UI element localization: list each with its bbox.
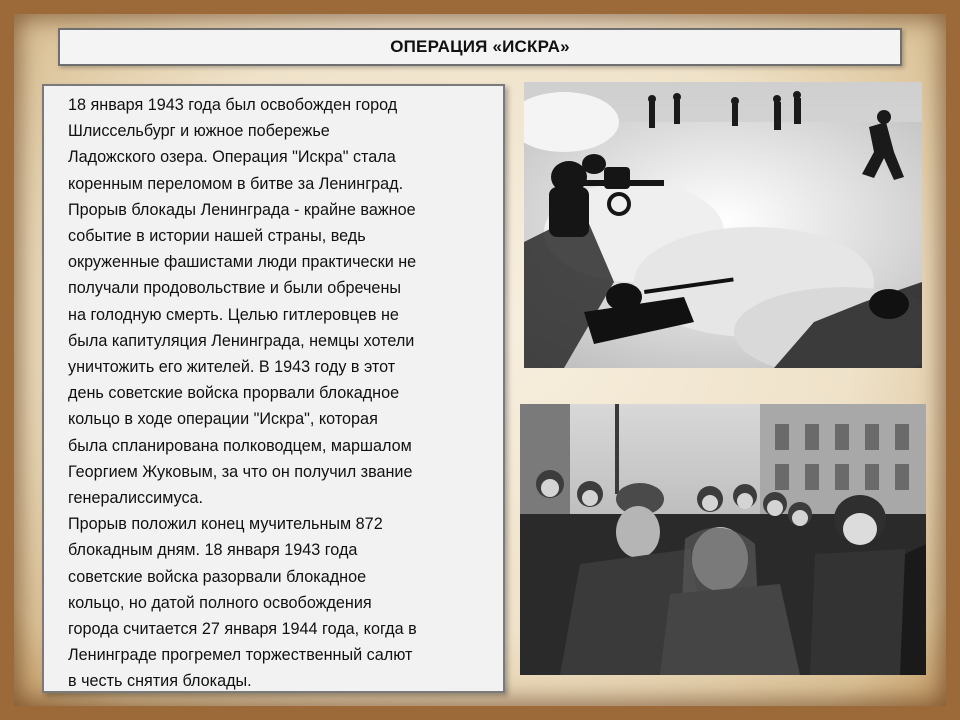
battle-photo <box>524 82 922 368</box>
paragraph-2: Прорыв положил конец мучительным 872 блокадным дням. 18 января 1943 года советские войска разорвали блокадное кольцо, но датой полного освобождения города считается 27 января 1944 года, когда в Ленинграде прогремел торжественный салют в честь снятия блокады. <box>68 515 417 691</box>
text-panel <box>42 84 505 693</box>
title-banner <box>58 28 902 66</box>
paragraph-1: 18 января 1943 года был освобожден город Шлиссельбург и южное побережье Ладожского озера. Операция "Искра" стала коренным переломом в битве за Ленинград. Прорыв блокады Ленинграда - крайне важное событие в истории нашей страны, ведь окруженные фашистами люди практически не получали продовольствие и были обречены на голодную смерть. Целью гитлеровцев не была капитуляция Ленинграда, немцы хотели уничтожить его жителей. В 1943 году в этот день советские войска прорвали блокадное кольцо в ходе операции "Искра", которая была спланирована полководцем, маршалом Георгием Жуковым, за что он получил звание генералиссимуса. <box>68 96 417 508</box>
celebration-photo <box>520 404 926 675</box>
slide-title: ОПЕРАЦИЯ «ИСКРА» <box>390 37 570 56</box>
